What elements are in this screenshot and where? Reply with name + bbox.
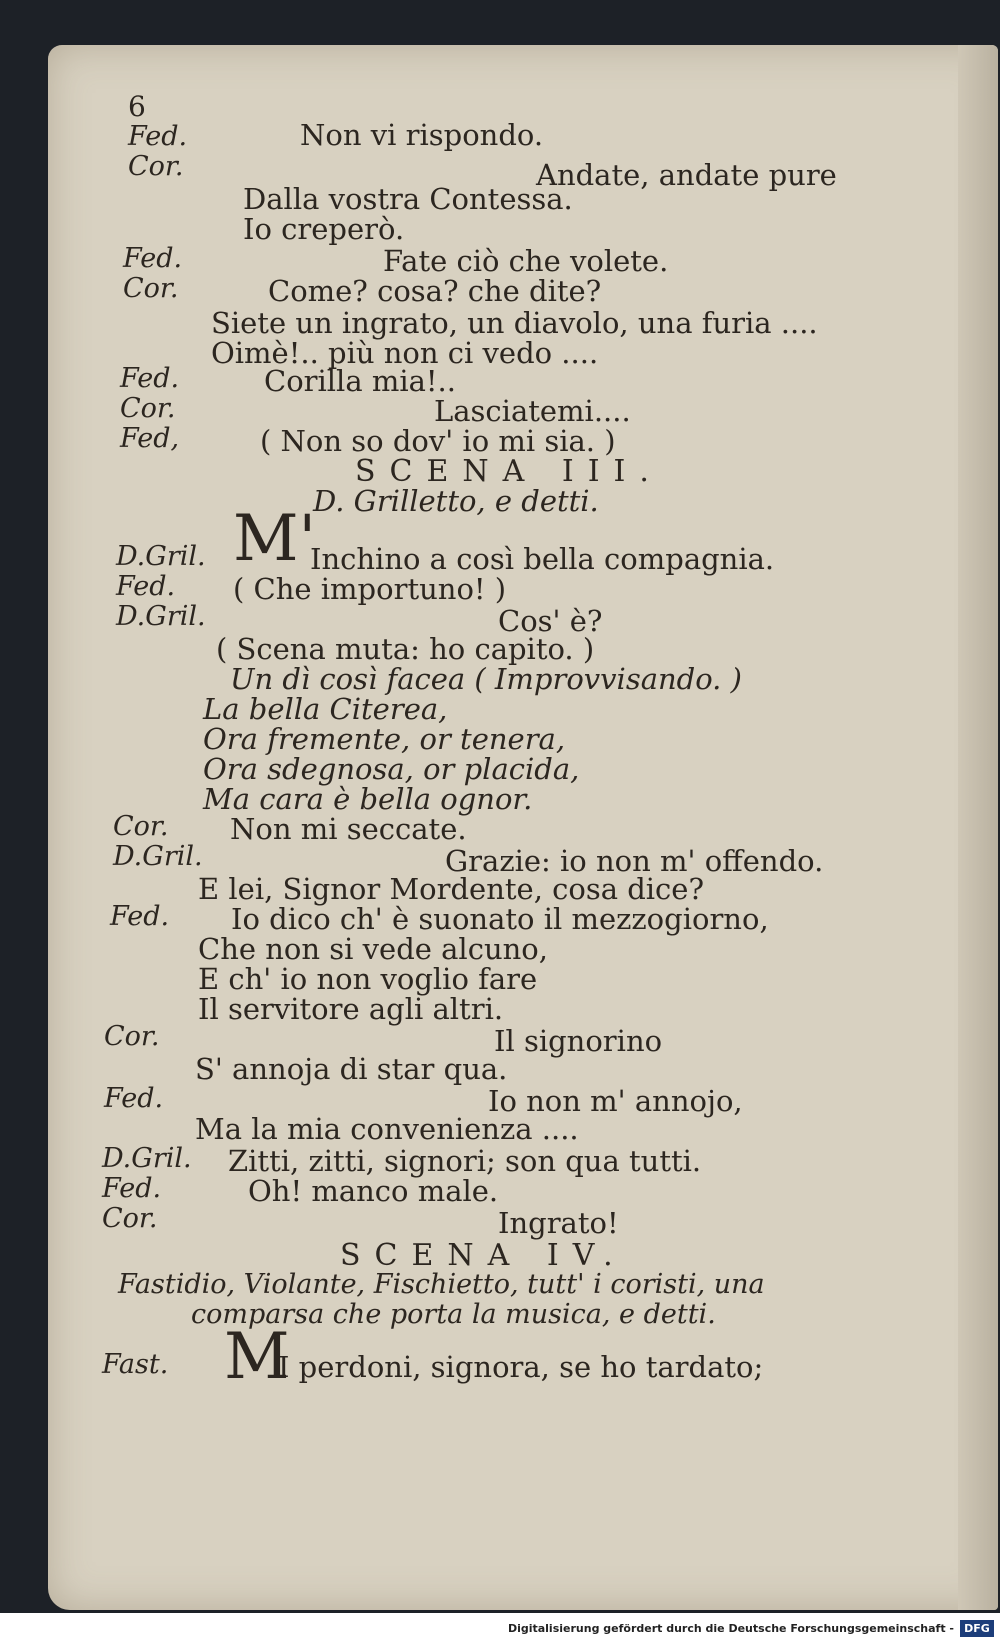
- verse-line: Andate, andate pure: [536, 158, 837, 192]
- verse-line: Non mi seccate.: [230, 812, 467, 846]
- speaker-label: Fed.: [128, 121, 188, 152]
- verse-line: Io creperò.: [243, 212, 405, 246]
- verse-line: Ma la mia convenienza ....: [195, 1112, 579, 1146]
- dfg-logo: DFG: [960, 1620, 994, 1637]
- verse-line: Siete un ingrato, un diavolo, una furia ....: [211, 306, 818, 340]
- drop-initial: M: [224, 1320, 290, 1394]
- speaker-label: Cor.: [123, 273, 179, 304]
- speaker-label: Cor.: [120, 393, 176, 424]
- footer-bar: [0, 1613, 1000, 1645]
- page-number: 6: [128, 90, 146, 123]
- speaker-label: Cor.: [104, 1021, 160, 1052]
- verse-line: ( Che importuno! ): [233, 572, 507, 606]
- verse-line: Dalla vostra Contessa.: [243, 182, 573, 216]
- book-page: [48, 45, 998, 1610]
- verse-line: Inchino a così bella compagnia.: [310, 542, 775, 576]
- verse-line: Fate ciò che volete.: [383, 244, 669, 278]
- verse-line: La bella Citerea,: [203, 692, 448, 726]
- speaker-label: Cor.: [113, 811, 169, 842]
- verse-line: Un dì così facea ( Improvvisando. ): [230, 662, 742, 696]
- verse-line: Lasciatemi....: [434, 394, 631, 428]
- footer-credit: Digitalisierung gefördert durch die Deutsche Forschungsgemeinschaft -: [507, 1622, 954, 1635]
- verse-line: Io non m' annojo,: [488, 1084, 743, 1118]
- speaker-label: Fed.: [104, 1083, 164, 1114]
- speaker-label: Fed.: [116, 571, 176, 602]
- verse-line: Oimè!.. più non ci vedo ....: [211, 336, 599, 370]
- scene-cast: comparsa che porta la musica, e detti.: [191, 1299, 716, 1330]
- verse-line: Io dico ch' è suonato il mezzogiorno,: [231, 902, 769, 936]
- verse-line: Il signorino: [494, 1024, 663, 1058]
- speaker-label: Fed.: [102, 1173, 162, 1204]
- speaker-label: Cor.: [128, 151, 184, 182]
- verse-line: Corilla mia!..: [264, 364, 456, 398]
- verse-line: Ingrato!: [498, 1206, 619, 1240]
- speaker-label: Fed.: [110, 901, 170, 932]
- speaker-label: D.Gril.: [113, 841, 203, 872]
- verse-line: Ora sdegnosa, or placida,: [203, 752, 580, 786]
- scene-cast: D. Grilletto, e detti.: [313, 484, 599, 518]
- verse-line: E lei, Signor Mordente, cosa dice?: [198, 872, 705, 906]
- verse-line: Grazie: io non m' offendo.: [445, 844, 824, 878]
- verse-line: Non vi rispondo.: [300, 118, 544, 152]
- scene-title: SCENA III.: [355, 454, 663, 489]
- speaker-label: D.Gril.: [102, 1143, 192, 1174]
- speaker-label: Fast.: [102, 1349, 169, 1380]
- verse-line: S' annoja di star qua.: [195, 1052, 508, 1086]
- speaker-label: D.Gril.: [116, 601, 206, 632]
- speaker-label: D.Gril.: [116, 541, 206, 572]
- verse-line: Il servitore agli altri.: [198, 992, 504, 1026]
- verse-line: I perdoni, signora, se ho tardato;: [278, 1350, 764, 1384]
- verse-line: Come? cosa? che dite?: [268, 274, 602, 308]
- verse-line: Cos' è?: [498, 604, 603, 638]
- scene-title: SCENA IV.: [340, 1238, 627, 1273]
- verse-line: Oh! manco male.: [248, 1174, 499, 1208]
- speaker-label: Fed,: [120, 423, 180, 454]
- verse-line: Ma cara è bella ognor.: [203, 782, 533, 816]
- verse-line: Che non si vede alcuno,: [198, 932, 548, 966]
- verse-line: Ora fremente, or tenera,: [203, 722, 566, 756]
- drop-initial: M': [233, 502, 317, 576]
- speaker-label: Fed.: [123, 243, 183, 274]
- speaker-label: Fed.: [120, 363, 180, 394]
- verse-line: Zitti, zitti, signori; son qua tutti.: [228, 1144, 702, 1178]
- verse-line: ( Scena muta: ho capito. ): [216, 632, 595, 666]
- speaker-label: Cor.: [102, 1203, 158, 1234]
- page-spine-edge: [958, 45, 998, 1610]
- scene-cast: Fastidio, Violante, Fischietto, tutt' i coristi, una: [118, 1269, 765, 1300]
- verse-line: E ch' io non voglio fare: [198, 962, 538, 996]
- verse-line: ( Non so dov' io mi sia. ): [260, 424, 616, 458]
